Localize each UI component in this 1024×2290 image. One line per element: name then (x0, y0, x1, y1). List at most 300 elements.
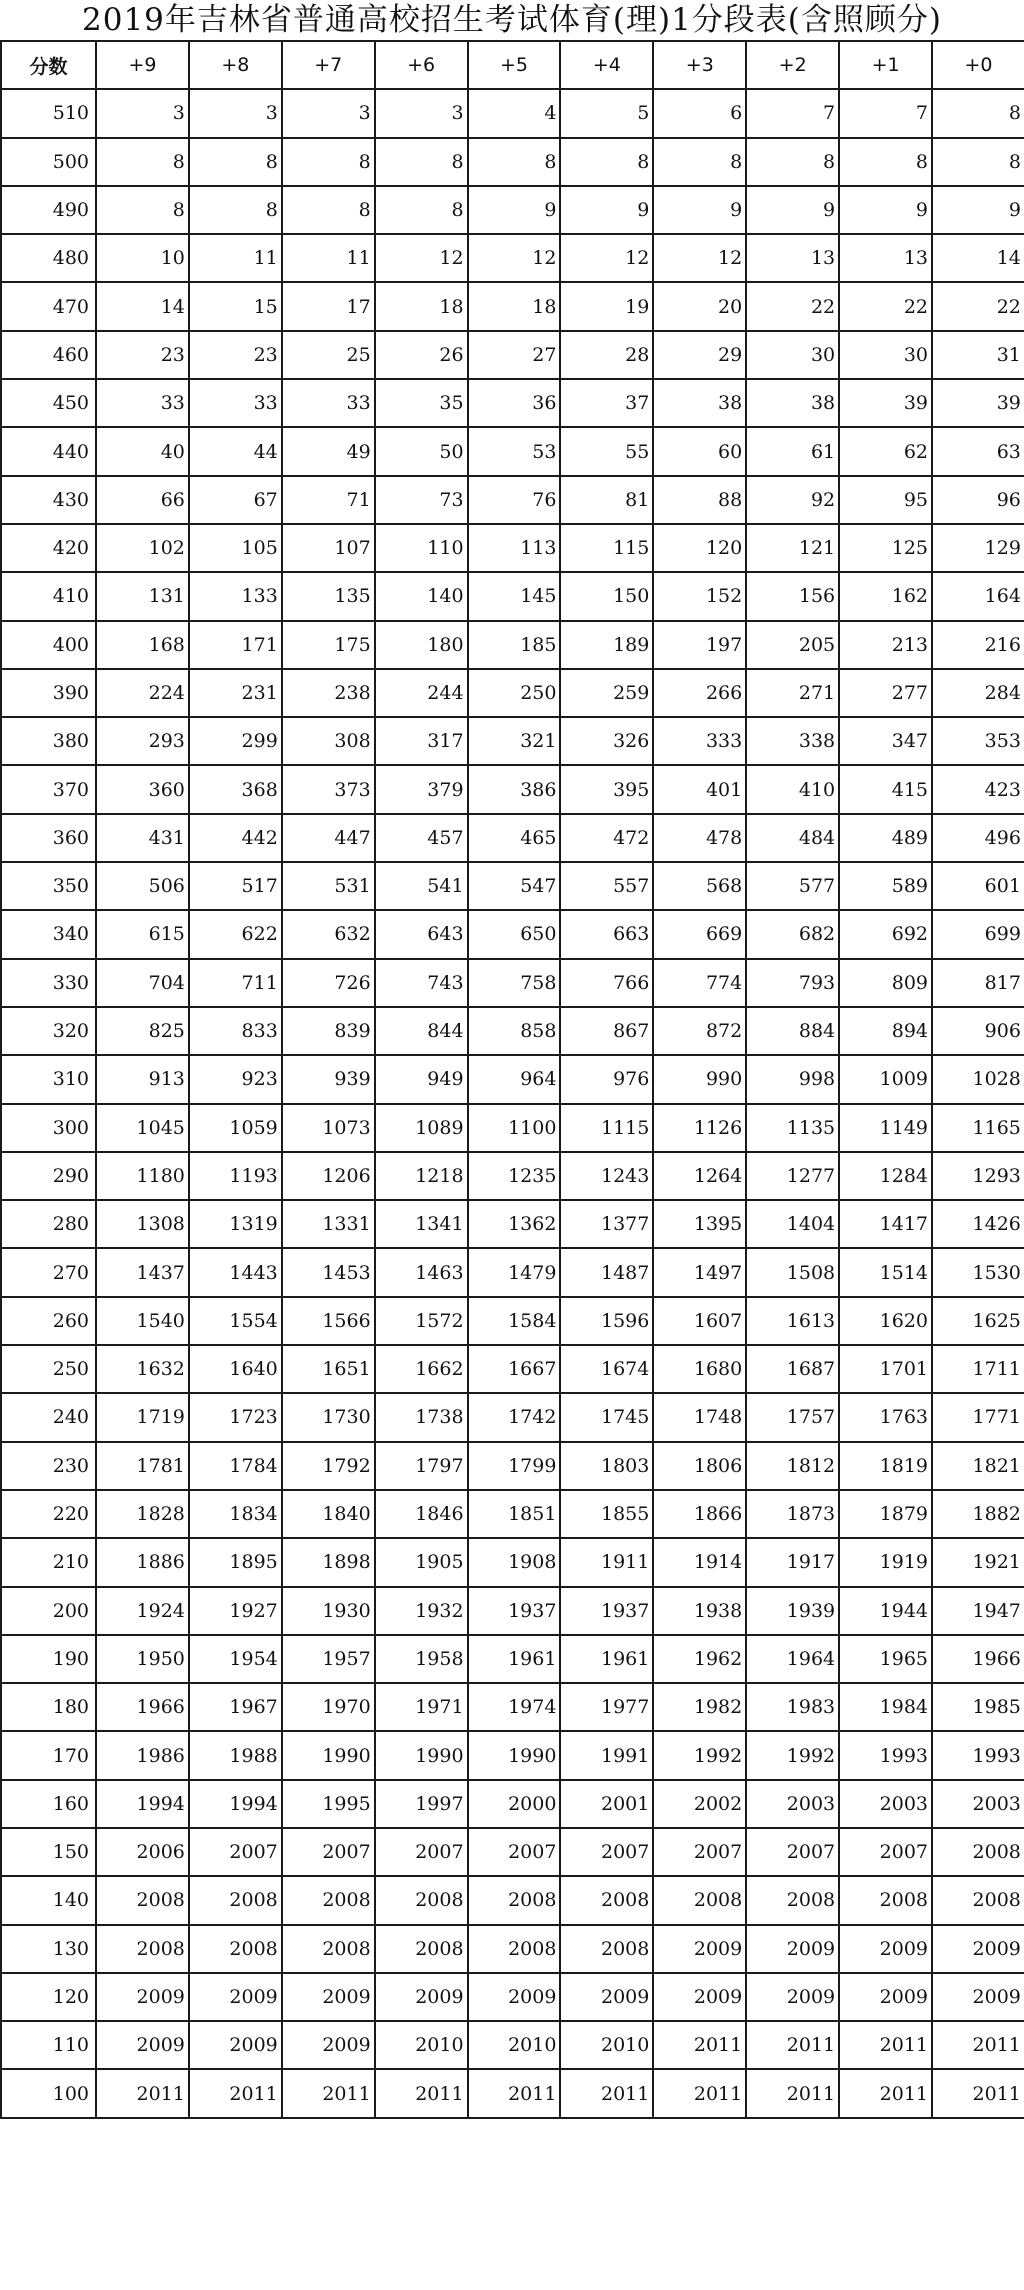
count-cell: 1799 (468, 1442, 561, 1490)
table-row (1, 2021, 1024, 2069)
score-cell: 510 (1, 89, 96, 137)
count-cell: 293 (96, 717, 189, 765)
count-cell: 669 (653, 910, 746, 958)
count-cell: 1977 (560, 1683, 653, 1731)
score-cell: 280 (1, 1200, 96, 1248)
count-cell: 60 (653, 427, 746, 475)
count-cell: 1193 (189, 1152, 282, 1200)
score-cell: 130 (1, 1925, 96, 1973)
count-cell: 2009 (96, 1973, 189, 2021)
count-cell: 2009 (468, 1973, 561, 2021)
count-cell: 1985 (932, 1683, 1024, 1731)
score-cell: 340 (1, 910, 96, 958)
count-cell: 115 (560, 524, 653, 572)
count-cell: 9 (746, 186, 839, 234)
count-cell: 682 (746, 910, 839, 958)
count-cell: 8 (932, 89, 1024, 137)
count-cell: 1990 (468, 1731, 561, 1779)
count-cell: 1742 (468, 1393, 561, 1441)
count-cell: 92 (746, 476, 839, 524)
count-cell: 23 (96, 331, 189, 379)
count-cell: 1073 (282, 1104, 375, 1152)
count-cell: 9 (839, 186, 932, 234)
count-cell: 1243 (560, 1152, 653, 1200)
count-cell: 133 (189, 572, 282, 620)
count-cell: 1115 (560, 1104, 653, 1152)
count-cell: 76 (468, 476, 561, 524)
count-cell: 2009 (839, 1973, 932, 2021)
count-cell: 50 (375, 427, 468, 475)
count-cell: 31 (932, 331, 1024, 379)
count-cell: 14 (96, 282, 189, 330)
count-cell: 1331 (282, 1200, 375, 1248)
count-cell: 2009 (282, 2021, 375, 2069)
count-cell: 2011 (932, 2021, 1024, 2069)
table-row (1, 765, 1024, 813)
count-cell: 2008 (189, 1925, 282, 1973)
count-cell: 423 (932, 765, 1024, 813)
count-cell: 949 (375, 1055, 468, 1103)
score-cell: 190 (1, 1635, 96, 1683)
count-cell: 17 (282, 282, 375, 330)
count-cell: 1991 (560, 1731, 653, 1779)
count-cell: 33 (189, 379, 282, 427)
table-row (1, 814, 1024, 862)
count-cell: 7 (746, 89, 839, 137)
count-cell: 2009 (746, 1973, 839, 2021)
count-cell: 2011 (746, 2069, 839, 2117)
count-cell: 216 (932, 621, 1024, 669)
score-cell: 500 (1, 138, 96, 186)
count-cell: 1911 (560, 1538, 653, 1586)
count-cell: 102 (96, 524, 189, 572)
score-cell: 120 (1, 1973, 96, 2021)
count-cell: 1986 (96, 1731, 189, 1779)
count-cell: 39 (932, 379, 1024, 427)
count-cell: 1723 (189, 1393, 282, 1441)
count-cell: 2010 (560, 2021, 653, 2069)
count-cell: 213 (839, 621, 932, 669)
score-cell: 200 (1, 1587, 96, 1635)
count-cell: 410 (746, 765, 839, 813)
count-cell: 1362 (468, 1200, 561, 1248)
count-cell: 2008 (932, 1876, 1024, 1924)
count-cell: 489 (839, 814, 932, 862)
count-cell: 547 (468, 862, 561, 910)
count-cell: 484 (746, 814, 839, 862)
count-cell: 9 (560, 186, 653, 234)
count-cell: 8 (375, 186, 468, 234)
table-row (1, 1635, 1024, 1683)
count-cell: 49 (282, 427, 375, 475)
count-cell: 2009 (560, 1973, 653, 2021)
count-cell: 14 (932, 234, 1024, 282)
count-cell: 121 (746, 524, 839, 572)
count-cell: 1126 (653, 1104, 746, 1152)
count-cell: 2011 (932, 2069, 1024, 2117)
count-cell: 1771 (932, 1393, 1024, 1441)
count-cell: 168 (96, 621, 189, 669)
count-cell: 81 (560, 476, 653, 524)
count-cell: 9 (932, 186, 1024, 234)
count-cell: 66 (96, 476, 189, 524)
score-cell: 300 (1, 1104, 96, 1152)
count-cell: 793 (746, 959, 839, 1007)
table-row (1, 524, 1024, 572)
table-row (1, 427, 1024, 475)
count-cell: 531 (282, 862, 375, 910)
table-row (1, 1055, 1024, 1103)
count-cell: 395 (560, 765, 653, 813)
count-cell: 2009 (653, 1973, 746, 2021)
table-row (1, 186, 1024, 234)
count-cell: 2008 (468, 1876, 561, 1924)
count-cell: 2010 (375, 2021, 468, 2069)
count-cell: 457 (375, 814, 468, 862)
count-cell: 1947 (932, 1587, 1024, 1635)
count-cell: 88 (653, 476, 746, 524)
table-row (1, 959, 1024, 1007)
score-cell: 100 (1, 2069, 96, 2117)
count-cell: 1165 (932, 1104, 1024, 1152)
count-cell: 1437 (96, 1248, 189, 1296)
count-cell: 615 (96, 910, 189, 958)
count-cell: 1873 (746, 1490, 839, 1538)
count-cell: 39 (839, 379, 932, 427)
table-row (1, 1587, 1024, 1635)
count-cell: 1377 (560, 1200, 653, 1248)
count-cell: 1748 (653, 1393, 746, 1441)
count-cell: 11 (282, 234, 375, 282)
column-header-score: 分数 (1, 41, 96, 89)
count-cell: 2009 (375, 1973, 468, 2021)
count-cell: 825 (96, 1007, 189, 1055)
score-cell: 490 (1, 186, 96, 234)
count-cell: 1009 (839, 1055, 932, 1103)
score-cell: 350 (1, 862, 96, 910)
count-cell: 284 (932, 669, 1024, 717)
count-cell: 2002 (653, 1780, 746, 1828)
count-cell: 2011 (468, 2069, 561, 2117)
table-row (1, 1345, 1024, 1393)
count-cell: 1819 (839, 1442, 932, 1490)
count-cell: 1898 (282, 1538, 375, 1586)
column-header-plus-8: +8 (189, 41, 282, 89)
count-cell: 1993 (839, 1731, 932, 1779)
count-cell: 1395 (653, 1200, 746, 1248)
count-cell: 8 (189, 138, 282, 186)
count-cell: 2008 (96, 1876, 189, 1924)
count-cell: 1620 (839, 1297, 932, 1345)
count-cell: 368 (189, 765, 282, 813)
count-cell: 2003 (839, 1780, 932, 1828)
table-row (1, 1780, 1024, 1828)
count-cell: 774 (653, 959, 746, 1007)
count-cell: 120 (653, 524, 746, 572)
count-cell: 1453 (282, 1248, 375, 1296)
count-cell: 15 (189, 282, 282, 330)
count-cell: 2008 (282, 1876, 375, 1924)
count-cell: 205 (746, 621, 839, 669)
count-cell: 8 (96, 186, 189, 234)
count-cell: 2009 (189, 2021, 282, 2069)
count-cell: 3 (96, 89, 189, 137)
count-cell: 906 (932, 1007, 1024, 1055)
count-cell: 442 (189, 814, 282, 862)
count-cell: 131 (96, 572, 189, 620)
count-cell: 266 (653, 669, 746, 717)
count-cell: 1530 (932, 1248, 1024, 1296)
count-cell: 1927 (189, 1587, 282, 1635)
count-cell: 2007 (189, 1828, 282, 1876)
count-cell: 2009 (653, 1925, 746, 1973)
count-cell: 277 (839, 669, 932, 717)
count-cell: 2007 (468, 1828, 561, 1876)
count-cell: 13 (839, 234, 932, 282)
count-cell: 185 (468, 621, 561, 669)
count-cell: 2007 (746, 1828, 839, 1876)
table-row (1, 1683, 1024, 1731)
count-cell: 3 (189, 89, 282, 137)
count-cell: 317 (375, 717, 468, 765)
count-cell: 1508 (746, 1248, 839, 1296)
count-cell: 308 (282, 717, 375, 765)
score-cell: 410 (1, 572, 96, 620)
count-cell: 415 (839, 765, 932, 813)
column-header-plus-7: +7 (282, 41, 375, 89)
count-cell: 1866 (653, 1490, 746, 1538)
count-cell: 2008 (189, 1876, 282, 1924)
score-cell: 170 (1, 1731, 96, 1779)
count-cell: 244 (375, 669, 468, 717)
count-cell: 175 (282, 621, 375, 669)
count-cell: 2011 (282, 2069, 375, 2117)
count-cell: 1886 (96, 1538, 189, 1586)
count-cell: 1834 (189, 1490, 282, 1538)
column-header-plus-6: +6 (375, 41, 468, 89)
count-cell: 1674 (560, 1345, 653, 1393)
count-cell: 2008 (468, 1925, 561, 1973)
count-cell: 1965 (839, 1635, 932, 1683)
table-row (1, 1538, 1024, 1586)
column-header-plus-1: +1 (839, 41, 932, 89)
count-cell: 96 (932, 476, 1024, 524)
count-cell: 557 (560, 862, 653, 910)
score-cell: 480 (1, 234, 96, 282)
count-cell: 1687 (746, 1345, 839, 1393)
count-cell: 28 (560, 331, 653, 379)
count-cell: 1487 (560, 1248, 653, 1296)
count-cell: 1711 (932, 1345, 1024, 1393)
count-cell: 1149 (839, 1104, 932, 1152)
count-cell: 1997 (375, 1780, 468, 1828)
score-cell: 460 (1, 331, 96, 379)
count-cell: 1028 (932, 1055, 1024, 1103)
count-cell: 2007 (839, 1828, 932, 1876)
count-cell: 2008 (560, 1925, 653, 1973)
count-cell: 1625 (932, 1297, 1024, 1345)
table-row (1, 1925, 1024, 1973)
count-cell: 1730 (282, 1393, 375, 1441)
count-cell: 1930 (282, 1587, 375, 1635)
count-cell: 2008 (560, 1876, 653, 1924)
count-cell: 1828 (96, 1490, 189, 1538)
count-cell: 1803 (560, 1442, 653, 1490)
score-cell: 380 (1, 717, 96, 765)
count-cell: 1970 (282, 1683, 375, 1731)
count-cell: 8 (468, 138, 561, 186)
count-cell: 2011 (189, 2069, 282, 2117)
score-cell: 150 (1, 1828, 96, 1876)
count-cell: 347 (839, 717, 932, 765)
count-cell: 1596 (560, 1297, 653, 1345)
count-cell: 1957 (282, 1635, 375, 1683)
count-cell: 2011 (375, 2069, 468, 2117)
count-cell: 12 (653, 234, 746, 282)
count-cell: 1784 (189, 1442, 282, 1490)
count-cell: 472 (560, 814, 653, 862)
table-row (1, 1828, 1024, 1876)
count-cell: 839 (282, 1007, 375, 1055)
count-cell: 13 (746, 234, 839, 282)
count-cell: 1974 (468, 1683, 561, 1731)
count-cell: 1851 (468, 1490, 561, 1538)
count-cell: 62 (839, 427, 932, 475)
count-cell: 1967 (189, 1683, 282, 1731)
count-cell: 1993 (932, 1731, 1024, 1779)
count-cell: 2008 (282, 1925, 375, 1973)
table-body (1, 89, 1024, 2117)
table-row (1, 1152, 1024, 1200)
count-cell: 1757 (746, 1393, 839, 1441)
count-cell: 2007 (653, 1828, 746, 1876)
count-cell: 2008 (746, 1876, 839, 1924)
column-header-plus-2: +2 (746, 41, 839, 89)
count-cell: 1540 (96, 1297, 189, 1345)
count-cell: 250 (468, 669, 561, 717)
count-cell: 833 (189, 1007, 282, 1055)
count-cell: 1964 (746, 1635, 839, 1683)
score-cell: 420 (1, 524, 96, 572)
count-cell: 38 (653, 379, 746, 427)
count-cell: 1966 (96, 1683, 189, 1731)
count-cell: 1914 (653, 1538, 746, 1586)
count-cell: 1937 (560, 1587, 653, 1635)
count-cell: 632 (282, 910, 375, 958)
count-cell: 7 (839, 89, 932, 137)
count-cell: 1855 (560, 1490, 653, 1538)
count-cell: 601 (932, 862, 1024, 910)
count-cell: 12 (375, 234, 468, 282)
count-cell: 135 (282, 572, 375, 620)
score-distribution-table (0, 40, 1024, 2119)
count-cell: 1554 (189, 1297, 282, 1345)
count-cell: 1667 (468, 1345, 561, 1393)
table-row (1, 331, 1024, 379)
count-cell: 2009 (746, 1925, 839, 1973)
count-cell: 1917 (746, 1538, 839, 1586)
count-cell: 8 (746, 138, 839, 186)
score-cell: 400 (1, 621, 96, 669)
count-cell: 568 (653, 862, 746, 910)
score-cell: 160 (1, 1780, 96, 1828)
count-cell: 1584 (468, 1297, 561, 1345)
count-cell: 1905 (375, 1538, 468, 1586)
count-cell: 338 (746, 717, 839, 765)
table-row (1, 862, 1024, 910)
count-cell: 73 (375, 476, 468, 524)
count-cell: 37 (560, 379, 653, 427)
count-cell: 30 (839, 331, 932, 379)
count-cell: 1990 (282, 1731, 375, 1779)
count-cell: 379 (375, 765, 468, 813)
count-cell: 913 (96, 1055, 189, 1103)
count-cell: 3 (282, 89, 375, 137)
count-cell: 1059 (189, 1104, 282, 1152)
table-row (1, 1104, 1024, 1152)
count-cell: 12 (560, 234, 653, 282)
count-cell: 2007 (375, 1828, 468, 1876)
count-cell: 1100 (468, 1104, 561, 1152)
count-cell: 2001 (560, 1780, 653, 1828)
count-cell: 1308 (96, 1200, 189, 1248)
count-cell: 1954 (189, 1635, 282, 1683)
count-cell: 299 (189, 717, 282, 765)
count-cell: 164 (932, 572, 1024, 620)
count-cell: 517 (189, 862, 282, 910)
count-cell: 465 (468, 814, 561, 862)
count-cell: 1792 (282, 1442, 375, 1490)
score-cell: 320 (1, 1007, 96, 1055)
count-cell: 1984 (839, 1683, 932, 1731)
score-cell: 290 (1, 1152, 96, 1200)
count-cell: 33 (96, 379, 189, 427)
count-cell: 1966 (932, 1635, 1024, 1683)
table-row (1, 1731, 1024, 1779)
count-cell: 152 (653, 572, 746, 620)
table-row (1, 1973, 1024, 2021)
count-cell: 2003 (746, 1780, 839, 1828)
count-cell: 189 (560, 621, 653, 669)
count-cell: 1426 (932, 1200, 1024, 1248)
count-cell: 156 (746, 572, 839, 620)
table-row (1, 717, 1024, 765)
count-cell: 622 (189, 910, 282, 958)
count-cell: 1745 (560, 1393, 653, 1441)
table-row (1, 138, 1024, 186)
count-cell: 36 (468, 379, 561, 427)
count-cell: 1995 (282, 1780, 375, 1828)
count-cell: 30 (746, 331, 839, 379)
count-cell: 589 (839, 862, 932, 910)
count-cell: 1443 (189, 1248, 282, 1296)
count-cell: 2007 (282, 1828, 375, 1876)
count-cell: 238 (282, 669, 375, 717)
table-row (1, 1297, 1024, 1345)
count-cell: 1939 (746, 1587, 839, 1635)
count-cell: 1992 (653, 1731, 746, 1779)
table-row (1, 1248, 1024, 1296)
count-cell: 923 (189, 1055, 282, 1103)
count-cell: 867 (560, 1007, 653, 1055)
table-row (1, 1007, 1024, 1055)
count-cell: 1797 (375, 1442, 468, 1490)
count-cell: 858 (468, 1007, 561, 1055)
count-cell: 401 (653, 765, 746, 813)
score-cell: 220 (1, 1490, 96, 1538)
count-cell: 1680 (653, 1345, 746, 1393)
column-header-plus-5: +5 (468, 41, 561, 89)
